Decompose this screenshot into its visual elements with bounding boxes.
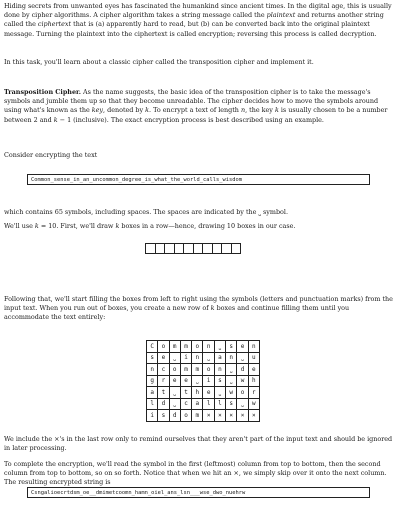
grid-cell: e	[180, 375, 191, 387]
grid-cell: c	[158, 364, 169, 376]
use-line	[4, 222, 396, 231]
empty-box	[231, 243, 241, 254]
math-n: n	[240, 106, 246, 115]
grid-cell: e	[158, 352, 169, 364]
grid-cell: t	[158, 387, 169, 399]
grid-cell: ˽	[169, 387, 180, 399]
contains-line: which contains 65 symbols, including spaces. The spaces are indicated by the ˽ symbol.	[4, 208, 288, 216]
body-text: boxes and continue filling them until you accommodate the text entirely:	[4, 304, 350, 322]
grid-cell: a	[214, 352, 225, 364]
grid-cell: h	[248, 375, 259, 387]
grid-row	[147, 341, 260, 353]
grid-cell: m	[192, 410, 203, 422]
grid-cell: s	[214, 375, 225, 387]
intro-paragraph	[4, 2, 396, 39]
grid-cell: r	[248, 387, 259, 399]
grid-cell: a	[147, 387, 158, 399]
transposition-grid	[146, 340, 260, 422]
grid-row	[147, 398, 260, 410]
grid-cell: e	[169, 375, 180, 387]
math-k: k	[34, 222, 39, 230]
grid-cell-filler: ×	[203, 410, 214, 422]
ciphertext-term: ciphertext	[37, 20, 72, 29]
body-text: We'll use	[4, 222, 35, 230]
grid-cell: g	[147, 375, 158, 387]
plaintext-example-box: Common_sense_in_an_uncommon_degree_is_what_the_world_calls_wisdom	[27, 174, 370, 185]
intro-text: that is (a) apparently hard to read, but (b) can be converted back into the original plaintext message. Turning the plaintext into the ciphertext is called encryption; reversing this process is called decryption.	[4, 20, 377, 38]
body-text: As the name suggests, the basic idea of the transposition cipher is to take the message's symbols and jumble them up so that they become unreadable. The cipher decides how to move the symbols around using what's known as the	[4, 88, 379, 115]
math-k: k	[210, 304, 215, 313]
body-text: − 1 (inclusive). The exact encryption process is best described using an example.	[57, 115, 324, 124]
grid-cell: e	[237, 341, 248, 353]
grid-cell: o	[192, 341, 203, 353]
grid-cell: ˽	[214, 387, 225, 399]
task-line: In this task, you'll learn about a classic cipher called the transposition cipher and implement it.	[4, 58, 314, 66]
grid-cell: ˽	[192, 375, 203, 387]
grid-cell: o	[237, 387, 248, 399]
grid-cell: ˽	[226, 364, 237, 376]
grid-cell: n	[214, 364, 225, 376]
body-text: , denoted by	[103, 106, 146, 115]
following-paragraph	[4, 295, 396, 323]
math-k: k	[53, 115, 58, 124]
grid-cell: m	[192, 364, 203, 376]
grid-row	[147, 364, 260, 376]
grid-cell: e	[203, 387, 214, 399]
grid-cell: m	[180, 364, 191, 376]
body-text: , the key	[245, 106, 275, 115]
grid-cell: o	[158, 341, 169, 353]
empty-boxes-row	[146, 243, 241, 254]
intro-text: Hiding secrets from unwanted eyes has fascinated the humankind since ancient times. In the digital age, this is usually done by cipher algorithms. A cipher algorithm takes a string message called the	[4, 2, 392, 20]
grid-row	[147, 375, 260, 387]
grid-cell: r	[158, 375, 169, 387]
grid-cell: o	[180, 410, 191, 422]
ciphertext-example-box: Csngalioecrtdsm_oe__dmimetcoomn_hamn_oiel_ans_lsn___wse_dwo_nuehrw	[27, 487, 370, 498]
body-text: is usually chosen to be a number between 2 and	[4, 106, 388, 124]
body-text: Following that, we'll start filling the boxes from left to right using the symbols (letters and punctuation marks) from the input text. When you run out of boxes, you create a new row of	[4, 295, 393, 313]
grid-cell: m	[169, 341, 180, 353]
grid-cell: ˽	[226, 375, 237, 387]
grid-cell: o	[203, 364, 214, 376]
grid-cell: t	[180, 387, 191, 399]
grid-cell: i	[180, 352, 191, 364]
section-heading: Transposition Cipher.	[4, 88, 82, 96]
math-k: k	[274, 106, 279, 115]
grid-cell: s	[226, 341, 237, 353]
grid-cell: ˽	[214, 341, 225, 353]
grid-row	[147, 410, 260, 422]
grid-cell: d	[169, 410, 180, 422]
grid-cell: i	[147, 410, 158, 422]
body-text: . To encrypt a text of length	[149, 106, 241, 115]
grid-cell: c	[180, 398, 191, 410]
plaintext-term: plaintext	[266, 11, 296, 20]
grid-cell: s	[226, 398, 237, 410]
grid-cell: a	[192, 398, 203, 410]
include-line: We include the ×'s in the last row only to remind ourselves that they aren't part of the input text and should be ignored in later processing.	[4, 435, 393, 453]
grid-cell-filler: ×	[237, 410, 248, 422]
transposition-paragraph	[4, 88, 396, 125]
grid-cell: ˽	[237, 352, 248, 364]
grid-cell: n	[226, 352, 237, 364]
grid-cell: d	[158, 398, 169, 410]
grid-cell: ˽	[169, 398, 180, 410]
consider-line: Consider encrypting the text	[4, 151, 98, 159]
body-text: = 10. First, we'll draw	[38, 222, 116, 230]
key-term: key	[91, 106, 104, 115]
grid-cell: w	[248, 398, 259, 410]
grid-cell: l	[147, 398, 158, 410]
grid-cell: ˽	[169, 352, 180, 364]
intro-text: and returns another string called the	[4, 11, 384, 29]
grid-cell: o	[169, 364, 180, 376]
math-k: k	[115, 222, 120, 230]
grid-cell: u	[248, 352, 259, 364]
grid-cell-filler: ×	[214, 410, 225, 422]
grid-row	[147, 352, 260, 364]
grid-cell: n	[248, 341, 259, 353]
grid-cell: w	[237, 375, 248, 387]
grid-cell: s	[147, 352, 158, 364]
grid-cell-filler: ×	[248, 410, 259, 422]
body-text: boxes in a row—hence, drawing 10 boxes in our case.	[119, 222, 296, 230]
grid-cell: m	[180, 341, 191, 353]
grid-cell: n	[192, 352, 203, 364]
grid-cell: d	[237, 364, 248, 376]
grid-cell: l	[214, 398, 225, 410]
grid-cell: h	[192, 387, 203, 399]
grid-cell: i	[203, 375, 214, 387]
math-k: k	[145, 106, 150, 115]
grid-cell: l	[203, 398, 214, 410]
grid-cell: C	[147, 341, 158, 353]
grid-cell: e	[248, 364, 259, 376]
grid-cell: ˽	[203, 352, 214, 364]
grid-cell: s	[158, 410, 169, 422]
grid-cell: ˽	[237, 398, 248, 410]
grid-row	[147, 387, 260, 399]
complete-paragraph: To complete the encryption, we'll read the symbol in the first (leftmost) column from top to bottom, then the second column from top to bottom, so on so forth. Notice that when we hit an ×, we simply skip over it onto the next column. The resulting encrypted string is	[4, 460, 387, 487]
grid-cell-filler: ×	[226, 410, 237, 422]
grid-cell: n	[147, 364, 158, 376]
grid-cell: w	[226, 387, 237, 399]
grid-cell: n	[203, 341, 214, 353]
